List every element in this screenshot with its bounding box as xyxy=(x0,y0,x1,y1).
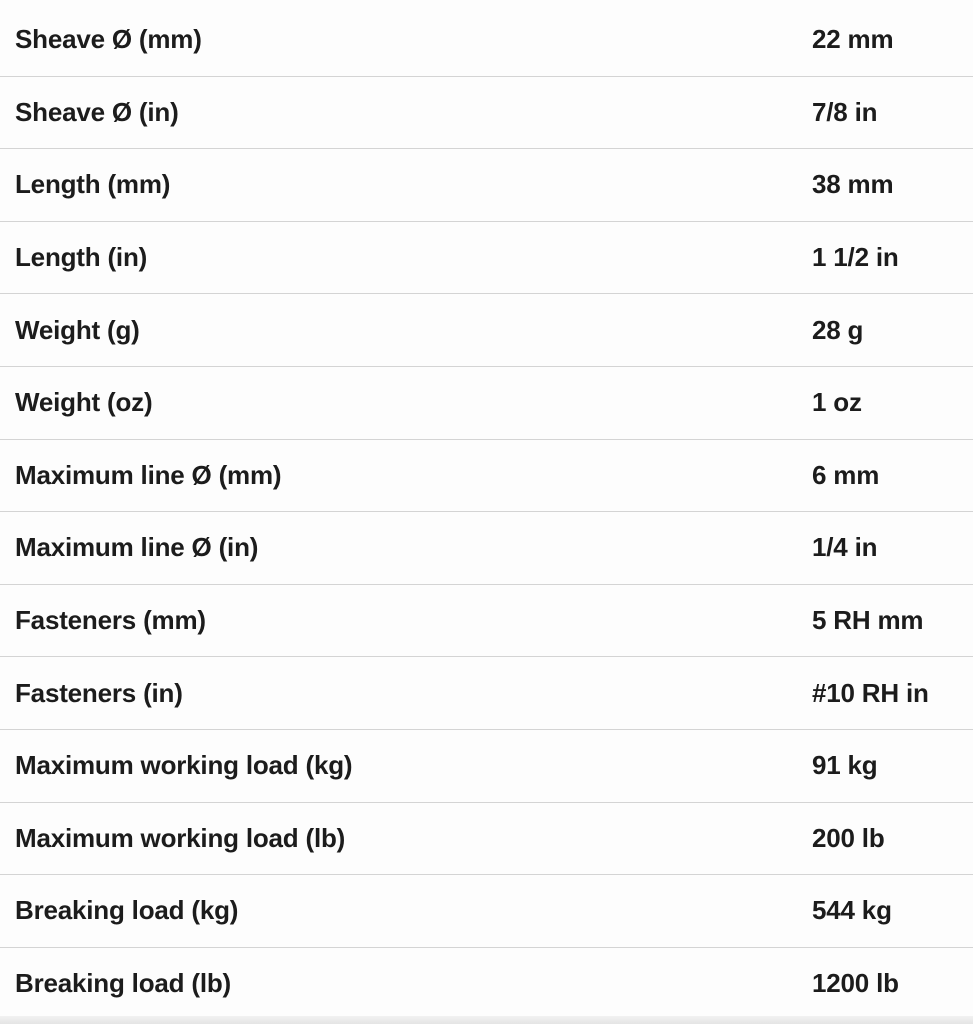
spec-value: 91 kg xyxy=(812,750,878,781)
spec-label: Sheave Ø (mm) xyxy=(15,24,202,55)
spec-row-weight-oz xyxy=(0,367,973,440)
spec-label: Breaking load (kg) xyxy=(15,895,239,926)
spec-label: Maximum working load (kg) xyxy=(15,750,353,781)
spec-row-fasteners-in xyxy=(0,657,973,730)
spec-label: Length (in) xyxy=(15,242,148,273)
spec-value: 5 RH mm xyxy=(812,605,924,636)
spec-row-sheave-diameter-mm xyxy=(0,4,973,77)
spec-row-sheave-diameter-in xyxy=(0,77,973,150)
spec-value: #10 RH in xyxy=(812,677,929,708)
spec-value: 6 mm xyxy=(812,459,880,490)
spec-row-max-line-diameter-mm xyxy=(0,440,973,513)
spec-value: 38 mm xyxy=(812,169,894,200)
spec-row-length-in xyxy=(0,222,973,295)
spec-row-weight-g xyxy=(0,294,973,367)
spec-value: 544 kg xyxy=(812,895,892,926)
spec-label: Maximum working load (lb) xyxy=(15,822,346,853)
spec-row-max-line-diameter-in xyxy=(0,512,973,585)
spec-label: Maximum line Ø (in) xyxy=(15,532,259,563)
spec-value: 1 1/2 in xyxy=(812,242,899,273)
spec-row-fasteners-mm xyxy=(0,585,973,658)
spec-value: 200 lb xyxy=(812,822,885,853)
spec-value: 1200 lb xyxy=(812,968,899,999)
spec-value: 1 oz xyxy=(812,387,862,418)
spec-label: Fasteners (mm) xyxy=(15,605,206,636)
spec-row-length-mm xyxy=(0,149,973,222)
spec-label: Weight (g) xyxy=(15,314,140,345)
spec-label: Maximum line Ø (mm) xyxy=(15,459,282,490)
spec-value: 1/4 in xyxy=(812,532,878,563)
specifications-table xyxy=(0,4,973,1020)
spec-label: Breaking load (lb) xyxy=(15,968,231,999)
spec-label: Sheave Ø (in) xyxy=(15,96,179,127)
spec-row-max-working-load-kg xyxy=(0,730,973,803)
spec-label: Length (mm) xyxy=(15,169,171,200)
spec-value: 28 g xyxy=(812,314,864,345)
spec-label: Fasteners (in) xyxy=(15,677,183,708)
spec-value: 7/8 in xyxy=(812,96,878,127)
spec-row-max-working-load-lb xyxy=(0,803,973,876)
spec-row-breaking-load-lb xyxy=(0,948,973,1021)
spec-row-breaking-load-kg xyxy=(0,875,973,948)
spec-label: Weight (oz) xyxy=(15,387,153,418)
spec-value: 22 mm xyxy=(812,24,894,55)
bottom-divider xyxy=(0,1016,973,1024)
